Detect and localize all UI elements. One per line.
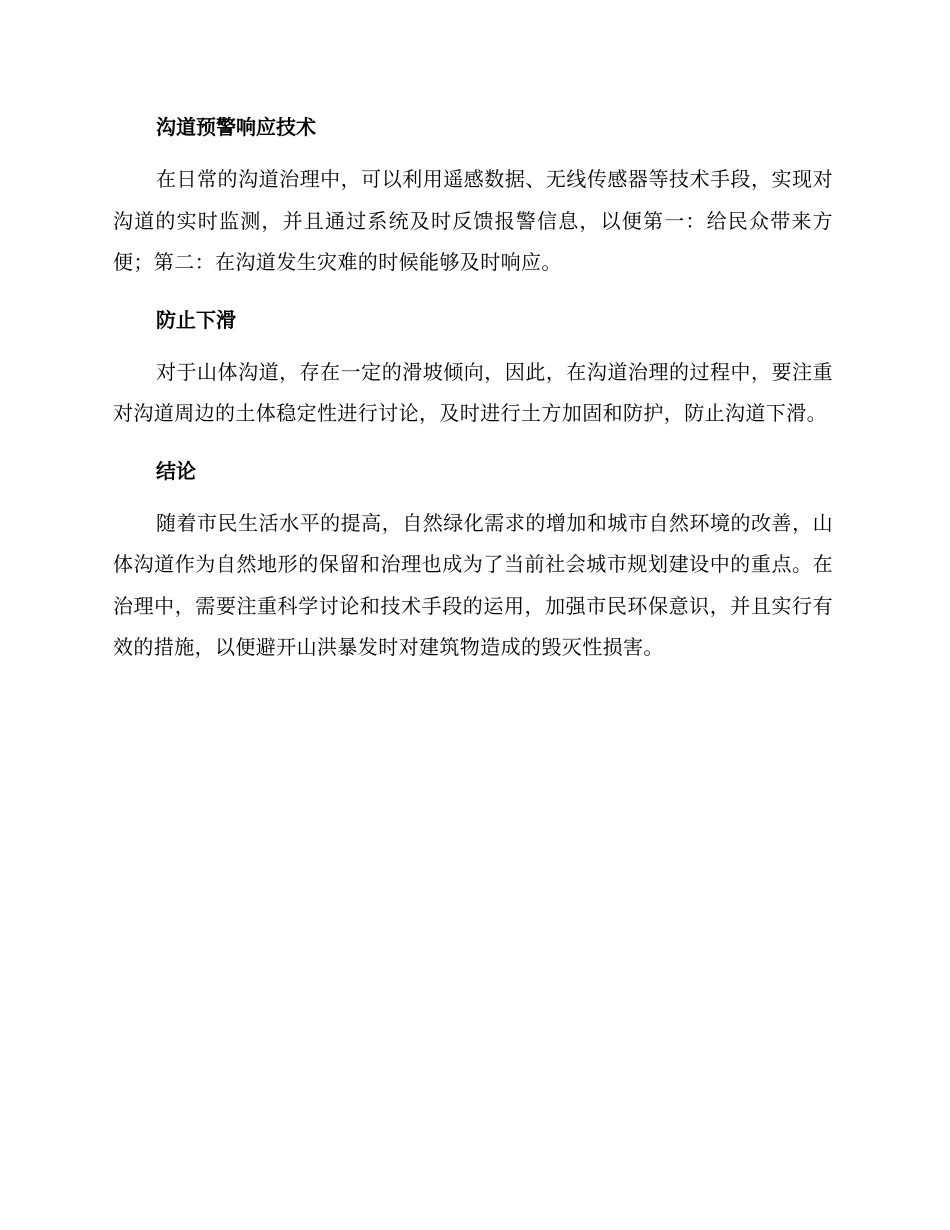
document-body (113, 108, 833, 686)
section-heading-early-warning: 沟道预警响应技术 (156, 115, 316, 139)
paragraph-conclusion: 随着市民生活水平的提高，自然绿化需求的增加和城市自然环境的改善，山体沟道作为自然地形的保留和治理也成为了当前社会城市规划建设中的重点。在治理中，需要注重科学讨论和技术手段的运用，加强市民环保意识，并且实行有效的措施，以便避开山洪暴发时对建筑物造成的毁灭性损害。 (113, 510, 833, 659)
section-heading-prevent-sliding: 防止下滑 (156, 307, 236, 332)
paragraph-prevent-sliding: 对于山体沟道，存在一定的滑坡倾向，因此，在沟道治理的过程中，要注重对沟道周边的土体稳定性进行讨论，及时进行土方加固和防护，防止沟道下滑。 (113, 359, 833, 425)
paragraph-early-warning: 在日常的沟道治理中，可以利用遥感数据、无线传感器等技术手段，实现对沟道的实时监测，并且通过系统及时反馈报警信息，以便第一：给民众带来方便；第二：在沟道发生灾难的时候能够及时响应。 (113, 167, 833, 274)
section-heading-conclusion: 结论 (156, 458, 196, 483)
